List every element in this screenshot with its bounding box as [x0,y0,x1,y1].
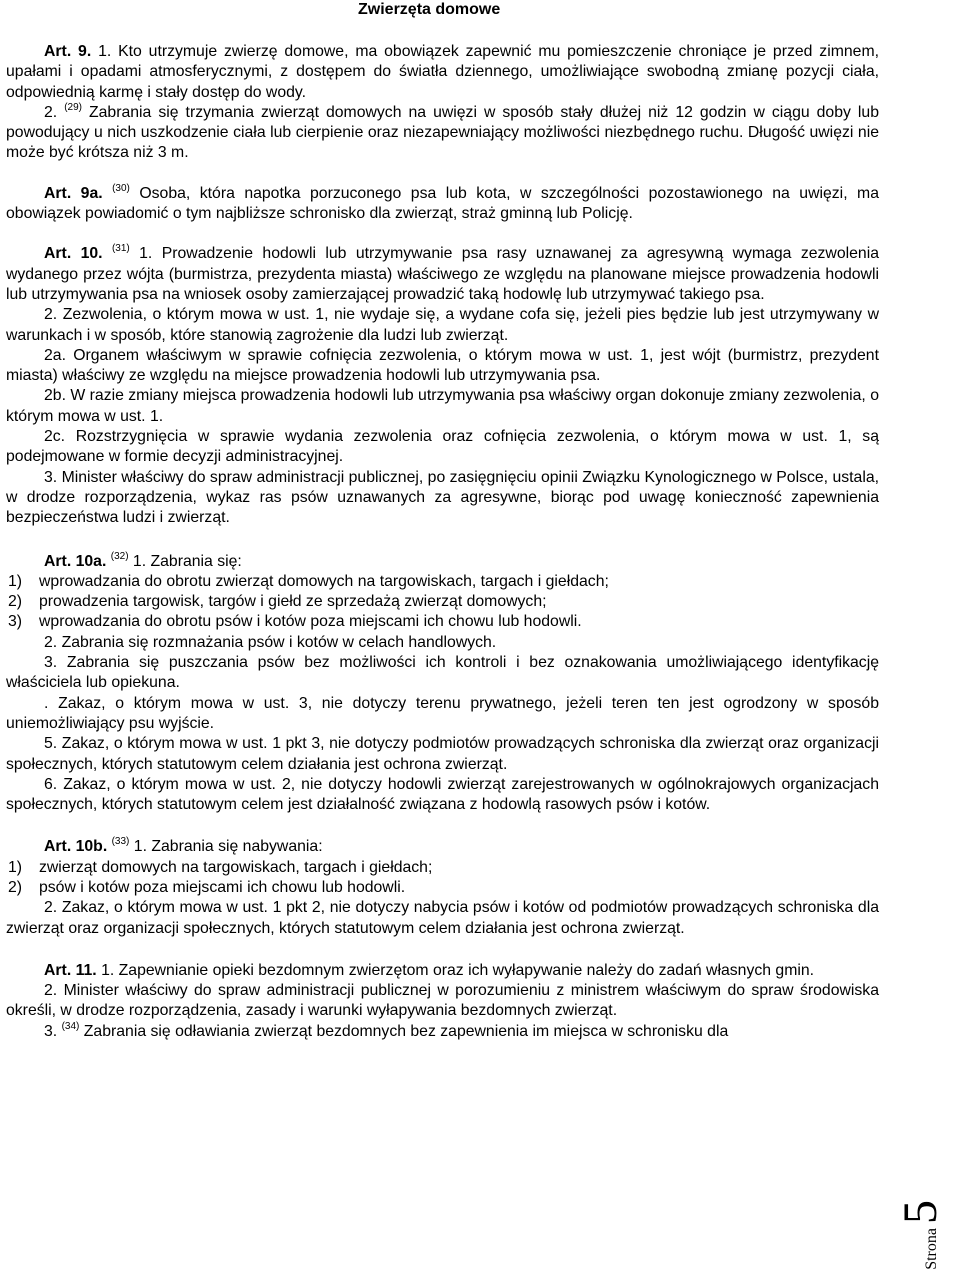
art-10a-para-5: 5. Zakaz, o którym mowa w ust. 1 pkt 3, nie dotyczy podmiotów prowadzących schroniska dla zwierząt oraz organizacji społecznych, których statutowym celem działania jest ochrona zwierząt. [6,735,879,773]
footnote-ref: (32) [110,550,129,562]
art-9-para-2 [6,103,879,164]
art-10-para-2: 2. Zezwolenia, o którym mowa w ust. 1, nie wydaje się, a wydane cofa się, jeżeli pies będzie lub jest utrzymywany w warunkach i w sposób, które stanowią zagrożenie dla ludzi lub zwierząt. [6,306,879,344]
list-item-number: 1) [8,572,23,590]
art-10a-para-1-text: 1. Zabrania się: [128,552,242,570]
art-10b-para-2: 2. Zakaz, o którym mowa w ust. 1 pkt 2, nie dotyczy nabycia psów i kotów od podmiotów prowadzących schroniska dla zwierząt oraz organizacji społecznych, których statutowym celem działania jest ochrona zwierząt. [6,899,879,937]
document-body [6,0,879,1042]
list-item [6,858,879,878]
page-number-word: Strona [923,1228,940,1270]
art-10-para-2c: 2c. Rozstrzygnięcia w sprawie wydania zezwolenia oraz cofnięcia zezwolenia, o którym mowa w ust. 1, są podejmowane w formie decyzji administracyjnej. [6,428,879,466]
document-title: Zwierzęta domowe [358,1,501,18]
list-item-text: prowadzenia targowisk, targów i giełd ze sprzedażą zwierząt domowych; [39,593,547,611]
art-10b-label: Art. 10b. [44,838,108,856]
list-item [6,878,879,898]
list-item [6,612,879,632]
footnote-ref: (30) [112,182,130,194]
art-10a-label: Art. 10a. [44,552,107,570]
footnote-ref: (33) [111,836,130,848]
page-number [894,1200,956,1270]
art-9a-para [6,184,879,225]
footnote-ref: (29) [64,101,82,113]
list-item-number: 2) [8,878,23,896]
art-11-para-3 [6,1022,879,1042]
list-item-text: wprowadzania do obrotu psów i kotów poza miejscami ich chowu lub hodowli. [39,613,582,631]
art-9-para-1-text: 1. Kto utrzymuje zwierzę domowe, ma obowiązek zapewnić mu pomieszczenie chroniące je przed zimnem, upałami i opadami atmosferycznymi, z dostępem do światła dziennego, umożliwiające swobodną zmianę pozycji ciała, odpowiednią karmę i stały dostęp do wody. [6,43,879,101]
art-10a-para-2: 2. Zabrania się rozmnażania psów i kotów w celach handlowych. [44,633,497,651]
list-item-text: wprowadzania do obrotu zwierząt domowych na targowiskach, targach i giełdach; [39,572,609,590]
art-11-para-3-num: 3. [44,1022,62,1040]
art-9-para-2-num: 2. [44,103,65,121]
footnote-ref: (34) [61,1020,80,1032]
art-11-para-1-text: 1. Zapewnianie opieki bezdomnym zwierzętom oraz ich wyłapywanie należy do zadań własnych gmin. [96,961,815,979]
art-9-para-2-text: Zabrania się trzymania zwierząt domowych na uwięzi w sposób stały dłużej niż 12 godzin w ciągu doby lub powodujący u nich uszkodzenie ciała lub cierpienie oraz niezapewniający możliwości niezbędnego ruchu. Długość uwięzi nie może być krótsza niż 3 m. [6,103,879,162]
art-11-para-3-text: Zabrania się odławiania zwierząt bezdomnych bez zapewnienia im miejsca w schronisku dla [79,1022,729,1040]
art-10-para-1-text: 1. Prowadzenie hodowli lub utrzymywanie psa rasy uznawanej za agresywną wymaga zezwolenia wydanego przez wójta (burmistrza, prezydenta miasta) właściwego ze względu na planowane miejsce prowadzenia hodowli lub utrzymywania psa na wniosek osoby zamierzającej prowadzić taką hodowlę lub utrzymywać takiego psa. [6,245,879,303]
list-item-text: zwierząt domowych na targowiskach, targach i giełdach; [39,858,433,876]
art-9a-text: Osoba, która napotka porzuconego psa lub kota, w szczególności pozostawionego na uwięzi, ma obowiązek powiadomić o tym najbliższe schronisko dla zwierząt, straż gminną lub Policję. [6,184,879,223]
art-11-para-1 [6,961,879,981]
art-9a-label: Art. 9a. [44,184,103,202]
list-item [6,572,879,592]
art-10-para-1 [6,244,879,305]
art-10-para-3: 3. Minister właściwy do spraw administracji publicznej, po zasięgnięciu opinii Związku Kynologicznego w Polsce, ustala, w drodze rozporządzenia, wykaz ras psów uznawanych za agresywne, biorąc pod uwagę konieczność zapewnienia bezpieczeństwa ludzi i zwierząt. [6,468,879,527]
art-9-para-1 [6,42,879,103]
footnote-ref: (31) [111,243,130,255]
art-10b-para-1-text: 1. Zabrania się nabywania: [129,838,323,856]
art-10a-para-3: 3. Zabrania się puszczania psów bez możliwości ich kontroli i bez oznakowania umożliwiającego identyfikację właściciela lub opiekuna. [6,654,879,692]
list-item [6,592,879,612]
art-10a-para-1 [6,552,879,572]
art-10-label: Art. 10. [44,245,103,263]
art-10-para-2a: 2a. Organem właściwym w sprawie cofnięcia zezwolenia, o którym mowa w ust. 1, jest wójt (burmistrz, prezydent miasta) właściwy ze względu na miejsce prowadzenia hodowli lub utrzymywania psa. [6,346,879,385]
list-item-number: 3) [8,613,23,631]
list-item-number: 2) [8,593,23,611]
art-10a-para-4: . Zakaz, o którym mowa w ust. 3, nie dotyczy terenu prywatnego, jeżeli teren ten jest ogrodzony w sposób uniemożliwiający psu wyjście. [6,694,879,732]
page-number-value: 5 [894,1200,947,1224]
art-10a-para-6: 6. Zakaz, o którym mowa w ust. 2, nie dotyczy hodowli zwierząt zarejestrowanych w ogólnokrajowych organizacjach społecznych, których statutowym celem jest działalność związana z hodowlą rasowych psów i kotów. [6,775,879,814]
art-10-para-2b: 2b. W razie zmiany miejsca prowadzenia hodowli lub utrzymywania psa właściwy organ dokonuje zmiany zezwolenia, o którym mowa w ust. 1. [6,387,879,425]
list-item-text: psów i kotów poza miejscami ich chowu lub hodowli. [39,878,406,896]
list-item-number: 1) [8,858,23,876]
art-11-para-2: 2. Minister właściwy do spraw administracji publicznej w porozumieniu z ministrem właściwym do spraw środowiska określi, w drodze rozporządzenia, zasady i warunki wyłapywania bezdomnych zwierząt. [6,982,879,1020]
art-10b-para-1 [6,837,879,857]
art-9-label: Art. 9. [44,43,92,60]
art-11-label: Art. 11. [44,961,97,979]
